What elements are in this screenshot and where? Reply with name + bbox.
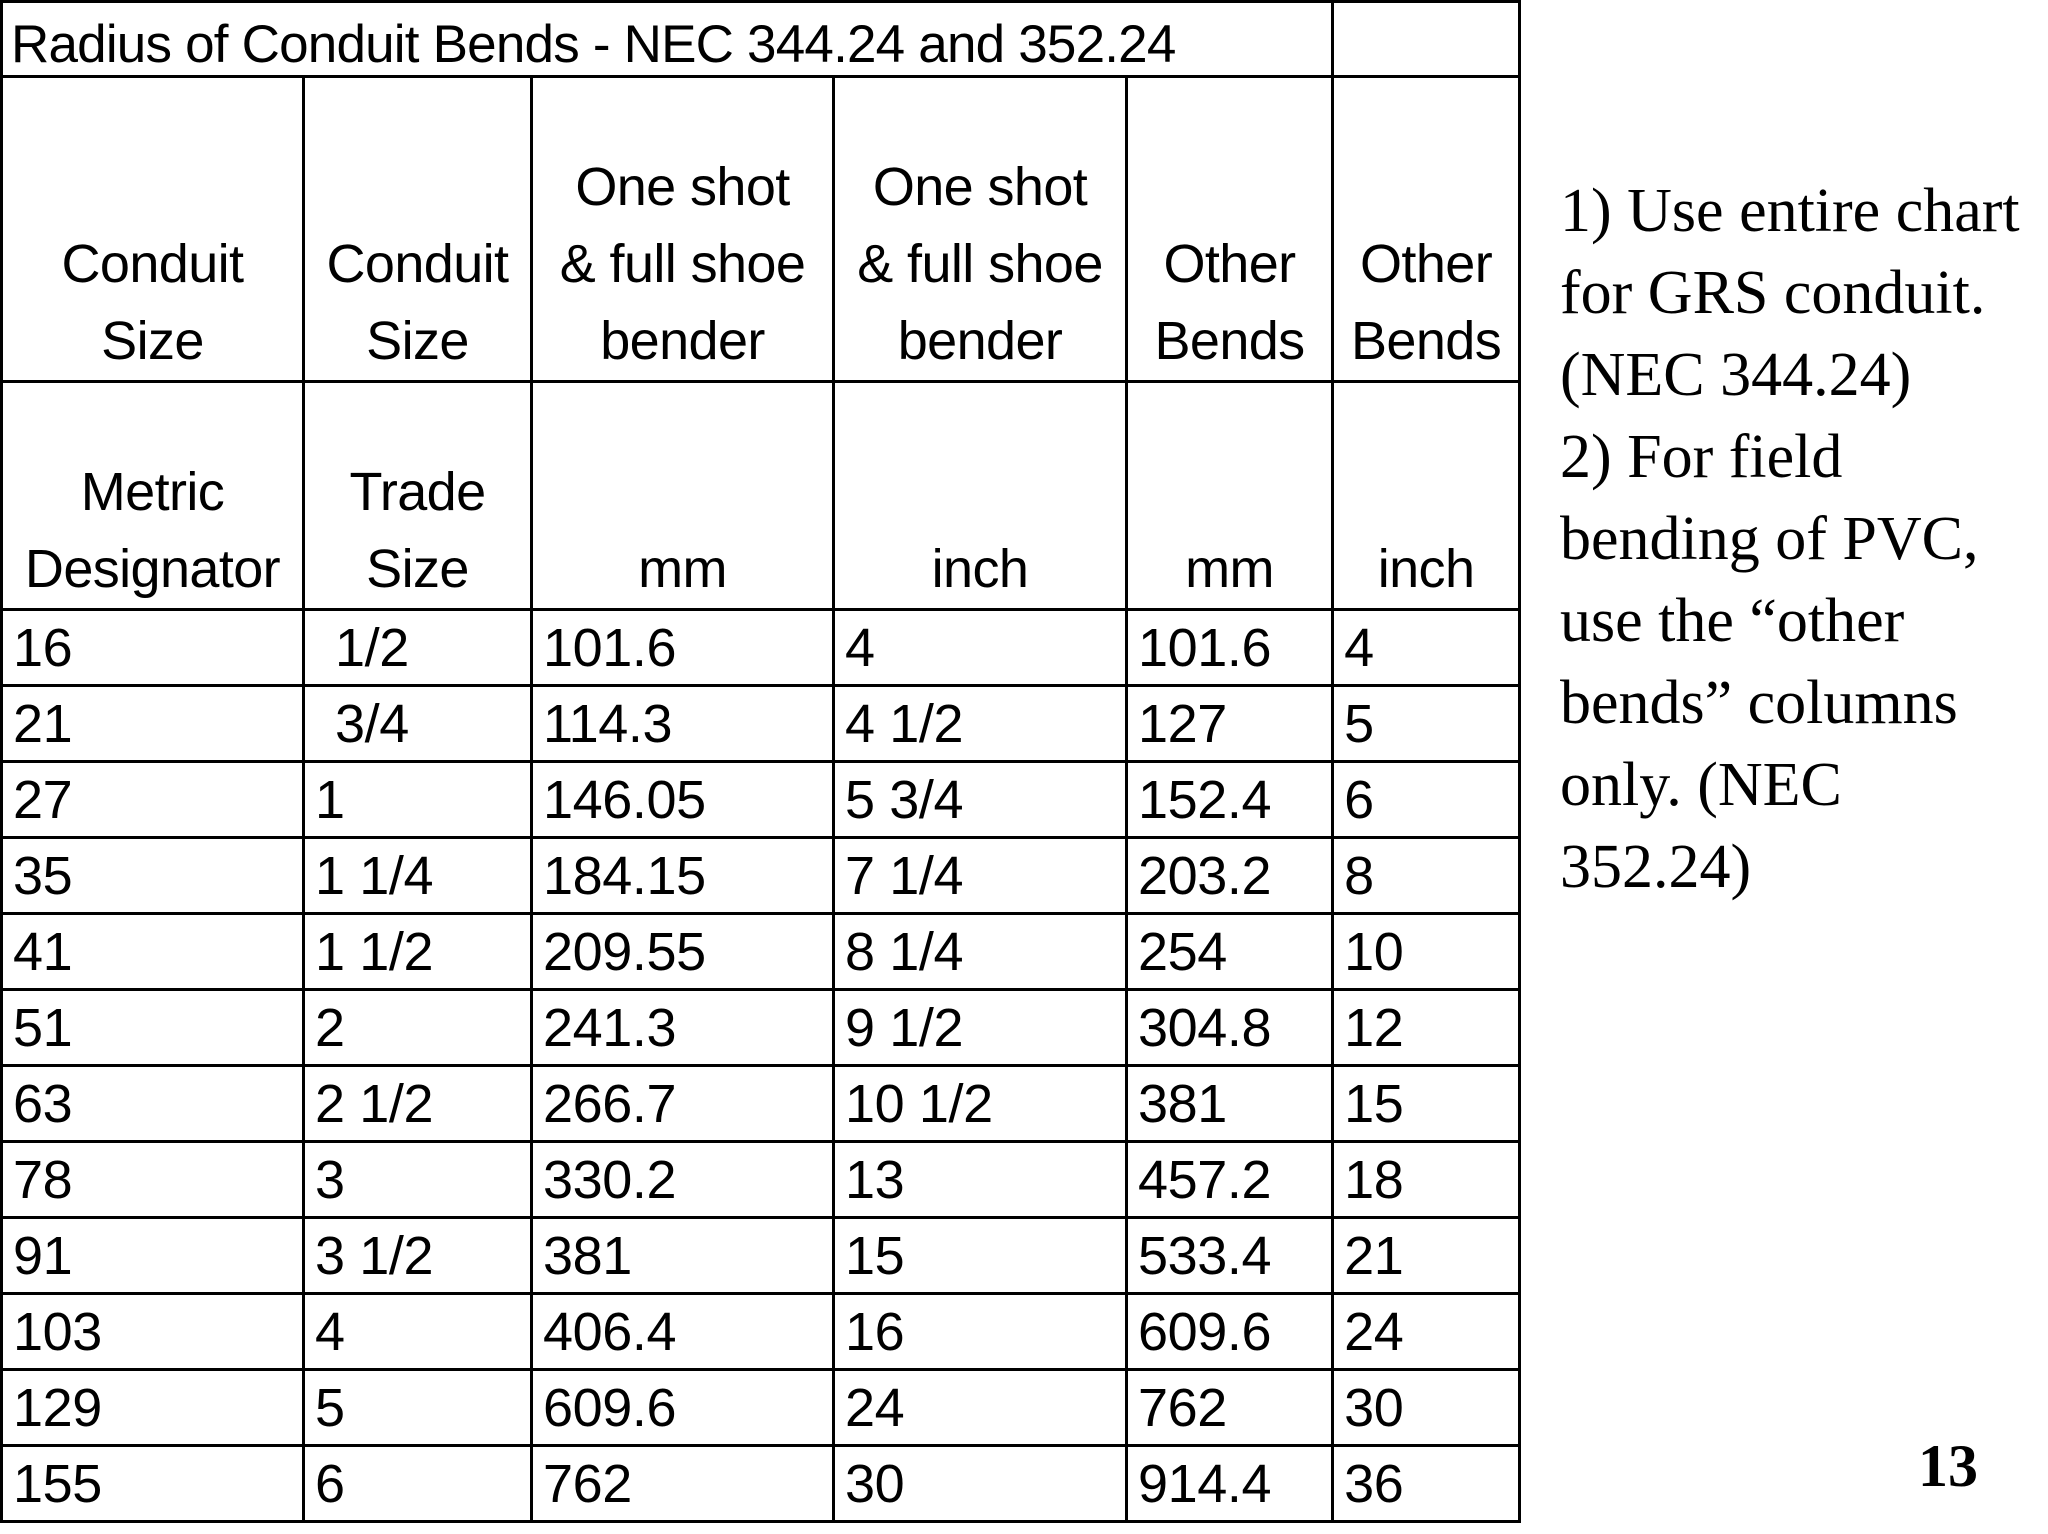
header-text: Trade (349, 462, 486, 522)
table-row (2, 1142, 1520, 1218)
table-cell: 12 (1333, 990, 1520, 1066)
header-text: Designator (24, 539, 281, 599)
table-cell: 7 1/4 (834, 838, 1127, 914)
table-cell: 6 (1333, 762, 1520, 838)
table-row (2, 762, 1520, 838)
table-cell: 21 (2, 686, 304, 762)
table-cell: 13 (834, 1142, 1127, 1218)
table-cell: 41 (2, 914, 304, 990)
table-row (2, 914, 1520, 990)
table-cell: 24 (1333, 1294, 1520, 1370)
table-cell: 381 (1127, 1066, 1333, 1142)
table-cell: 36 (1333, 1446, 1520, 1522)
table-cell: 103 (2, 1294, 304, 1370)
table-title: Radius of Conduit Bends - NEC 344.24 and 352.24 (2, 2, 1333, 77)
table-row (2, 1066, 1520, 1142)
page-number: 13 (1918, 1433, 1978, 1499)
note-2: 2) For field bending of PVC, use the “other bends” columns only. (NEC 352.24) (1560, 423, 1979, 901)
table-cell: 6 (304, 1446, 532, 1522)
table-cell: 2 1/2 (304, 1066, 532, 1142)
table-cell: 5 (1333, 686, 1520, 762)
table-cell: 18 (1333, 1142, 1520, 1218)
table-cell: 51 (2, 990, 304, 1066)
header-row-units-cell (1127, 382, 1333, 610)
table-cell: 4 (1333, 610, 1520, 686)
header-text: Conduit (326, 234, 509, 294)
table-row (2, 1446, 1520, 1522)
header-text: Size (101, 311, 204, 371)
header-text: & full shoe (559, 234, 806, 294)
header-text: inch (1377, 539, 1475, 599)
table-cell: 1 (304, 762, 532, 838)
table-cell: 4 (304, 1294, 532, 1370)
table-cell: 457.2 (1127, 1142, 1333, 1218)
table-cell: 101.6 (1127, 610, 1333, 686)
header-text: One shot (575, 157, 790, 217)
table-cell: 1 1/2 (304, 914, 532, 990)
header-text: Bends (1351, 311, 1502, 371)
table-cell: 203.2 (1127, 838, 1333, 914)
table-cell: 533.4 (1127, 1218, 1333, 1294)
table-row (2, 990, 1520, 1066)
table-cell: 609.6 (532, 1370, 834, 1446)
table-cell: 10 1/2 (834, 1066, 1127, 1142)
header-text: bender (600, 311, 765, 371)
table-cell: 30 (834, 1446, 1127, 1522)
table-cell: 4 (834, 610, 1127, 686)
header-text: Bends (1154, 311, 1305, 371)
header-row-labels-cell (1127, 77, 1333, 382)
table-cell: 16 (834, 1294, 1127, 1370)
table-cell: 155 (2, 1446, 304, 1522)
header-row-units-cell (834, 382, 1127, 610)
header-row-units-cell (532, 382, 834, 610)
table-cell: 63 (2, 1066, 304, 1142)
header-text: Other (1360, 234, 1493, 294)
table-cell: 5 3/4 (834, 762, 1127, 838)
table-cell: 762 (532, 1446, 834, 1522)
table-cell: 15 (1333, 1066, 1520, 1142)
table-cell: 152.4 (1127, 762, 1333, 838)
table-cell: 184.15 (532, 838, 834, 914)
header-row-units-cell (304, 382, 532, 610)
header-row-units-cell (1333, 382, 1520, 610)
table-cell: 129 (2, 1370, 304, 1446)
table-cell: 1 1/4 (304, 838, 532, 914)
notes-panel (1560, 170, 2040, 908)
table-cell: 91 (2, 1218, 304, 1294)
header-text: bender (897, 311, 1063, 371)
table-cell: 5 (304, 1370, 532, 1446)
table-cell: 27 (2, 762, 304, 838)
header-row-labels-cell (834, 77, 1127, 382)
table-row (2, 686, 1520, 762)
table-cell: 381 (532, 1218, 834, 1294)
table-cell: 30 (1333, 1370, 1520, 1446)
table-cell: 609.6 (1127, 1294, 1333, 1370)
table-row (2, 1218, 1520, 1294)
table-cell: 10 (1333, 914, 1520, 990)
header-row-units (2, 382, 1520, 610)
table-title-row (2, 2, 1520, 77)
table-row (2, 838, 1520, 914)
header-row-labels-cell (1333, 77, 1520, 382)
table-cell: 127 (1127, 686, 1333, 762)
table-cell: 3 1/2 (304, 1218, 532, 1294)
table-cell: 3/4 (304, 686, 532, 762)
header-text: Other (1163, 234, 1296, 294)
header-text: Conduit (61, 234, 244, 294)
table-cell: 78 (2, 1142, 304, 1218)
table-cell: 1/2 (304, 610, 532, 686)
table-cell: 406.4 (532, 1294, 834, 1370)
table-cell: 8 (1333, 838, 1520, 914)
table-row (2, 1370, 1520, 1446)
table-row (2, 610, 1520, 686)
header-row-labels (2, 77, 1520, 382)
header-row-labels-cell (304, 77, 532, 382)
table-cell: 330.2 (532, 1142, 834, 1218)
table-cell: 35 (2, 838, 304, 914)
title-empty-cell (1333, 2, 1520, 77)
table-cell: 209.55 (532, 914, 834, 990)
table-cell: 254 (1127, 914, 1333, 990)
header-text: Metric (80, 462, 225, 522)
table-cell: 9 1/2 (834, 990, 1127, 1066)
table-cell: 114.3 (532, 686, 834, 762)
header-text: One shot (872, 157, 1088, 217)
table-cell: 241.3 (532, 990, 834, 1066)
header-text: mm (1185, 539, 1274, 599)
table-cell: 15 (834, 1218, 1127, 1294)
header-row-labels-cell (532, 77, 834, 382)
table-cell: 914.4 (1127, 1446, 1333, 1522)
table-cell: 16 (2, 610, 304, 686)
table-cell: 3 (304, 1142, 532, 1218)
header-text: & full shoe (857, 234, 1103, 294)
table-cell: 304.8 (1127, 990, 1333, 1066)
table-cell: 4 1/2 (834, 686, 1127, 762)
table-cell: 101.6 (532, 610, 834, 686)
note-1: 1) Use entire chart for GRS conduit. (NEC 344.24) (1560, 177, 2020, 409)
table-cell: 146.05 (532, 762, 834, 838)
table-cell: 21 (1333, 1218, 1520, 1294)
table-cell: 8 1/4 (834, 914, 1127, 990)
header-row-labels-cell (2, 77, 304, 382)
header-text: mm (638, 539, 727, 599)
table-cell: 762 (1127, 1370, 1333, 1446)
table-cell: 266.7 (532, 1066, 834, 1142)
header-text: Size (366, 311, 469, 371)
header-row-units-cell (2, 382, 304, 610)
header-text: Size (366, 539, 469, 599)
table-cell: 24 (834, 1370, 1127, 1446)
header-text: inch (931, 539, 1029, 599)
table-row (2, 1294, 1520, 1370)
table-cell: 2 (304, 990, 532, 1066)
